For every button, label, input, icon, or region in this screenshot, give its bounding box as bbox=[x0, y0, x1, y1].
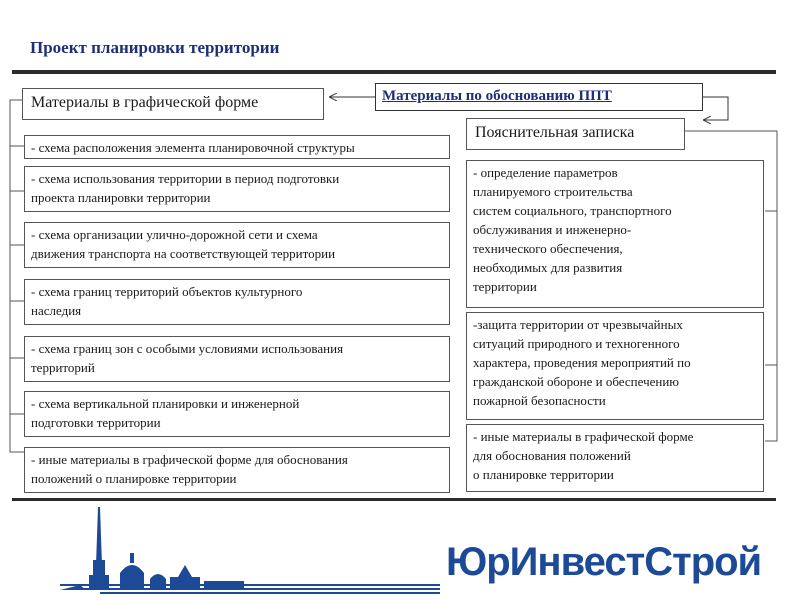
page-title: Проект планировки территории bbox=[30, 38, 280, 57]
left-header: Материалы в графической форме bbox=[22, 88, 324, 120]
left-item: - схема использования территории в период подготовки проекта планировки территории bbox=[24, 166, 450, 212]
left-item: - схема расположения элемента планировочной структуры bbox=[24, 135, 450, 159]
right-item: -защита территории от чрезвычайных ситуаций природного и техногенного характера, проведения мероприятий по гражданской обороне и обеспечению пожарной безопасности bbox=[466, 312, 764, 420]
bottom-divider bbox=[12, 498, 776, 501]
left-item: - схема границ территорий объектов культурного наследия bbox=[24, 279, 450, 325]
right-item: - иные материалы в графической форме для обоснования положений о планировке территории bbox=[466, 424, 764, 492]
city-skyline-icon bbox=[60, 505, 440, 597]
right-item: - определение параметров планируемого строительства систем социального, транспортного обслуживания и инженерно- технического обеспечения, необходимых для развития территории bbox=[466, 160, 764, 308]
right-header: Пояснительная записка bbox=[466, 118, 685, 150]
left-item: - иные материалы в графической форме для обоснования положений о планировке территории bbox=[24, 447, 450, 493]
arrow-to-right bbox=[703, 97, 728, 120]
left-item: - схема границ зон с особыми условиями использования территорий bbox=[24, 336, 450, 382]
left-bracket bbox=[10, 100, 24, 452]
left-item: - схема вертикальной планировки и инженерной подготовки территории bbox=[24, 391, 450, 437]
center-box-ppt-materials: Материалы по обоснованию ППТ bbox=[375, 83, 703, 111]
left-item: - схема организации улично-дорожной сети и схема движения транспорта на соответствующей территории bbox=[24, 222, 450, 268]
company-logo-text: ЮрИнвестСтрой bbox=[446, 540, 762, 584]
